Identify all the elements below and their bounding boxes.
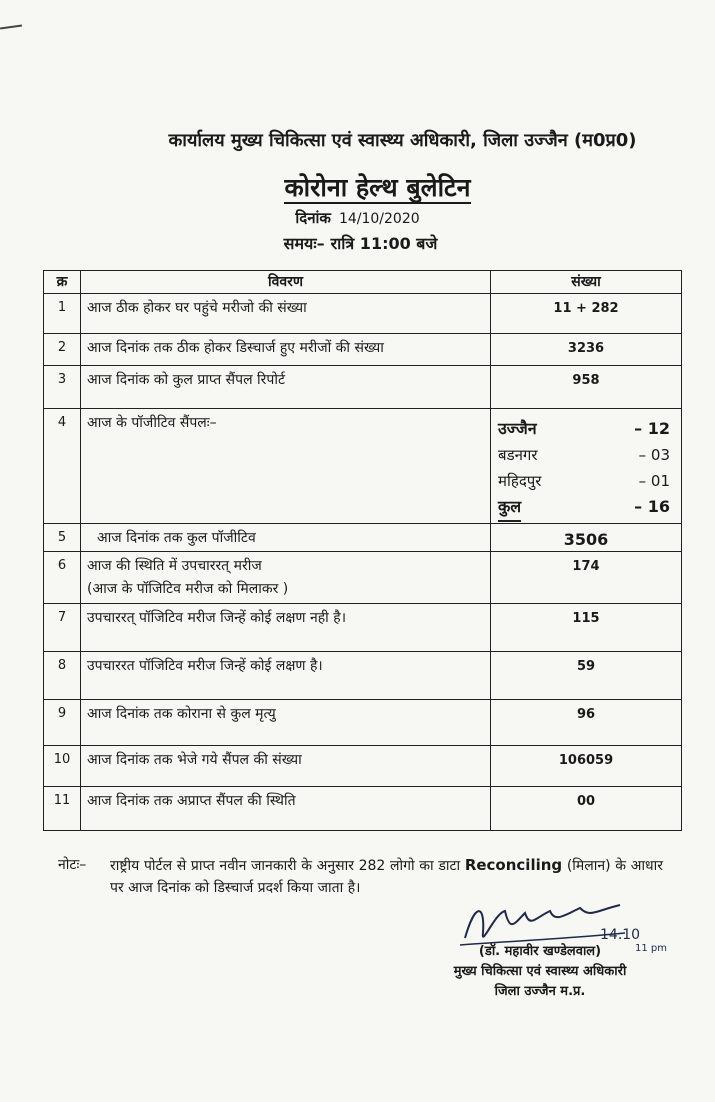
date-value: 14/10/2020 xyxy=(338,211,420,227)
time-label: समयः– xyxy=(283,234,325,253)
table-row xyxy=(44,524,682,552)
signature-stroke xyxy=(465,905,620,938)
row-number: 7 xyxy=(44,603,81,651)
row-value: 115 xyxy=(491,603,682,651)
row-description: आज के पॉजीटिव सैंपलः– xyxy=(81,408,491,524)
row-number: 9 xyxy=(44,700,81,746)
positive-breakdown-cell xyxy=(491,408,682,524)
scan-mark xyxy=(0,24,22,29)
row-value: 106059 xyxy=(491,746,682,786)
signatory-place: जिला उज्जैन म.प्र. xyxy=(494,984,586,999)
office-heading: कार्यालय मुख्य चिकित्सा एवं स्वास्थ्य अधिकारी, जिला उज्जैन (म0प्र0) xyxy=(168,130,637,151)
table-row xyxy=(44,746,682,786)
breakdown-place: कुल xyxy=(498,494,521,522)
row-value: 59 xyxy=(491,651,682,699)
bulletin-table xyxy=(43,270,682,831)
table-row xyxy=(44,366,682,408)
breakdown-row xyxy=(498,468,670,494)
breakdown-row-total xyxy=(498,494,670,522)
row-description: आज दिनांक तक कुल पॉजीटिव xyxy=(81,524,491,552)
table-header-row xyxy=(44,271,682,294)
date-line xyxy=(0,208,715,228)
row-description: उपचाररत पॉजिटिव मरीज जिन्हें कोई लक्षण है। xyxy=(81,651,491,699)
row-description: आज दिनांक तक कोराना से कुल मृत्यु xyxy=(81,700,491,746)
table-row xyxy=(44,603,682,651)
row-description-line1: आज की स्थिति में उपचाररत् मरीज xyxy=(87,558,262,575)
note-text-start: राष्ट्रीय पोर्टल से प्राप्त नवीन जानकारी के अनुसार 282 लोगो का डाटा xyxy=(110,858,461,874)
breakdown-row xyxy=(498,416,670,442)
row-value: 00 xyxy=(491,786,682,830)
row-description: आज दिनांक को कुल प्राप्त सैंपल रिपोर्ट xyxy=(81,366,491,408)
row-number: 6 xyxy=(44,552,81,603)
time-line xyxy=(0,232,715,254)
breakdown-place: बडनगर xyxy=(498,445,538,464)
bulletin-title xyxy=(0,170,715,204)
row-number: 2 xyxy=(44,334,81,366)
table-row xyxy=(44,334,682,366)
row-number: 8 xyxy=(44,651,81,699)
row-value: 958 xyxy=(491,366,682,408)
row-description: आज दिनांक तक भेजे गये सैंपल की संख्या xyxy=(81,746,491,786)
table-row xyxy=(44,408,682,524)
bulletin-title-text: कोरोना हेल्थ बुलेटिन xyxy=(284,173,471,202)
table-row xyxy=(44,294,682,334)
row-number: 10 xyxy=(44,746,81,786)
table-row xyxy=(44,700,682,746)
row-value: 96 xyxy=(491,700,682,746)
breakdown-place: महिदपुर xyxy=(498,471,542,490)
note-text-bold: Reconciling xyxy=(464,856,563,874)
handwritten-date: 14.10 xyxy=(600,927,641,943)
signatory-name: (डॉ. महावीर खण्डेलवाल) xyxy=(478,944,602,959)
breakdown-count: – 12 xyxy=(634,418,670,438)
table-row xyxy=(44,786,682,830)
note-label: नोटः– xyxy=(58,857,87,873)
row-value: 11 + 282 xyxy=(491,294,682,334)
breakdown-count: – 03 xyxy=(638,445,670,464)
row-number: 5 xyxy=(44,524,81,552)
signatory-block xyxy=(420,942,660,1002)
row-description: आज ठीक होकर घर पहुंचे मरीजो की संख्या xyxy=(81,294,491,334)
breakdown-count: – 01 xyxy=(638,471,670,490)
row-description: आज दिनांक तक अप्राप्त सैंपल की स्थिति xyxy=(81,786,491,830)
time-value: रात्रि 11:00 बजे xyxy=(330,234,438,253)
breakdown-row xyxy=(498,442,670,468)
date-label: दिनांक xyxy=(295,209,331,227)
breakdown-place: उज्जैन xyxy=(498,418,537,438)
table-row xyxy=(44,651,682,699)
handwritten-time: 11 pm xyxy=(635,943,667,954)
row-number: 4 xyxy=(44,408,81,524)
row-description-line2: (आज के पॉजिटिव मरीज को मिलाकर ) xyxy=(87,581,289,598)
row-description xyxy=(81,552,491,603)
note-text-end: (मिलान) के आधार पर आज दिनांक को डिस्चार्ज प्रदर्श किया जाता है। xyxy=(110,858,663,896)
row-number: 3 xyxy=(44,366,81,408)
row-value: 3236 xyxy=(491,334,682,366)
header-description: विवरण xyxy=(81,271,491,294)
signatory-designation: मुख्य चिकित्सा एवं स्वास्थ्य अधिकारी xyxy=(453,964,627,979)
table-row xyxy=(44,552,682,603)
row-description: आज दिनांक तक ठीक होकर डिस्चार्ज हुए मरीजों की संख्या xyxy=(81,334,491,366)
breakdown-count: – 16 xyxy=(634,496,670,516)
row-description: उपचाररत् पॉजिटिव मरीज जिन्हें कोई लक्षण नही है। xyxy=(81,603,491,651)
row-number: 1 xyxy=(44,294,81,334)
row-value: 3506 xyxy=(491,524,682,552)
header-count: संख्या xyxy=(491,271,682,294)
row-value: 174 xyxy=(491,552,682,603)
header-serial: क्र xyxy=(44,271,81,294)
row-number: 11 xyxy=(44,786,81,830)
positive-breakdown-list xyxy=(492,416,680,522)
